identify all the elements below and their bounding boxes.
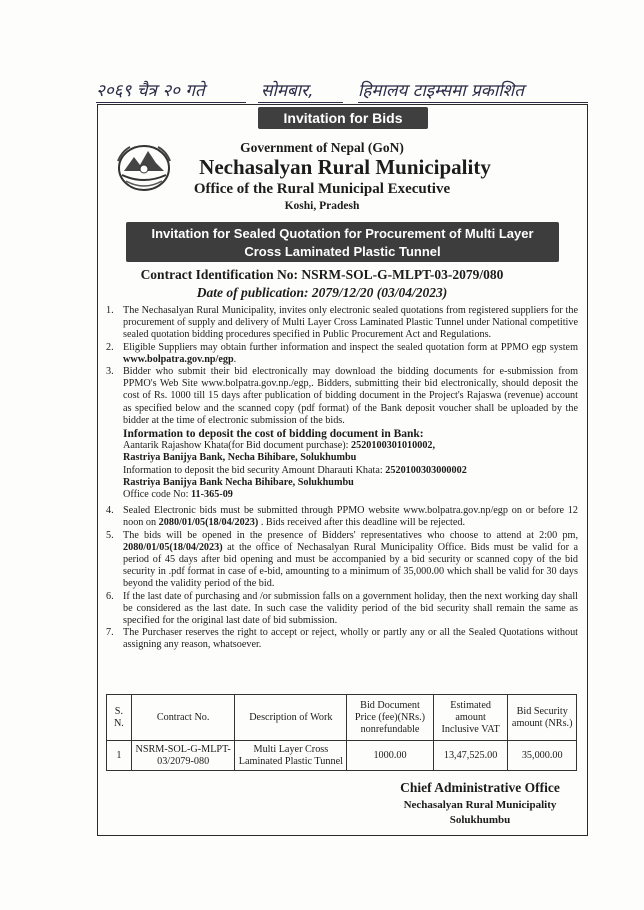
table-header-row bbox=[107, 695, 577, 741]
publication-date: Date of publication: 2079/12/20 (03/04/2023) bbox=[196, 285, 448, 300]
invitation-banner: Invitation for Bids bbox=[258, 107, 428, 129]
title-banner bbox=[126, 222, 559, 262]
item-text: Bidder who submit their bid electronically may download the bidding documents for e-submission from PPMO's Web Site www.bolpatra.gov.np./egp,. Bidders, submitting their bid electronically, should deposit the cost of Rs. 1000 till 15 days after publication of bidding document in the Project's Rajaswa (revenue) account as specified below and the scanned copy (pdf format) of the Bank deposit voucher shall be uploaded by the bidder at the time of electronic submission of the bids. bbox=[123, 366, 578, 426]
deposit-info: Information to deposit the cost of bidding document in Bank: Aantarik Rajashow Khata(for Bid document purchase): 2520100301010002, Rastriya Banijya Bank, Necha Bihibare, Solukhumbu Information to deposit the bid security Amount Dharauti Khata: 2520100303000002 Rastriya Banijya Bank Necha Bihibare, Solukhumbu Office code No: 11-365-09 bbox=[123, 428, 578, 501]
egp-link[interactable]: www.bolpatra.gov.np/egp bbox=[123, 353, 234, 365]
table-header: Description of Work bbox=[235, 695, 347, 741]
handwritten-date: २०६९ चैत्र २० गते bbox=[96, 81, 205, 101]
table-header: Bid Document Price (fee)(NRs.) nonrefundable bbox=[347, 695, 434, 741]
title-line-2: Cross Laminated Plastic Tunnel bbox=[244, 244, 441, 259]
table-header: S. N. bbox=[107, 695, 132, 741]
signatory-org: Nechasalyan Rural Municipality bbox=[403, 799, 557, 811]
item-text: The Nechasalyan Rural Municipality, invites only electronic sealed quotations from registered suppliers for the procurement of supply and delivery of Multi Layer Cross Laminated Plastic Tunnel under National competitive sealed quotation bidding procedures specified in Public Procurement Act and Regulations. bbox=[123, 305, 578, 341]
title-line-1: Invitation for Sealed Quotation for Procurement of Multi Layer bbox=[151, 226, 534, 241]
table-cell: 35,000.00 bbox=[508, 741, 577, 771]
bank-1: Rastriya Banijya Bank, Necha Bihibare, Solukhumbu bbox=[123, 452, 357, 464]
list-item: 3. Bidder who submit their bid electronically may download the bidding documents for e-submission from PPMO's Web Site www.bolpatra.gov.np./egp,. Bidders, submitting their bid electronically, should deposit the cost of Rs. 1000 till 15 days after publication of bidding document in the Project's Rajaswa (revenue) account as specified below and the scanned copy (pdf format) of the Bank deposit voucher shall be uploaded by the bidder at the time of electronic submission of the bids. bbox=[106, 366, 578, 426]
handwritten-newspaper: हिमालय टाइम्समा प्रकाशित bbox=[358, 81, 524, 101]
contract-identification: Contract Identification No: NSRM-SOL-G-MLPT-03-2079/080 bbox=[140, 267, 504, 282]
list-item: 6. If the last date of purchasing and /or submission falls on a government holiday, then the next working day shall be considered as the last date. In such case the validity period of the bid security shall remain the same as specified for the original last date of bid submission. bbox=[106, 590, 578, 627]
signatory-title: Chief Administrative Office bbox=[400, 780, 560, 795]
item-text: If the last date of purchasing and /or submission falls on a government holiday, then the next working day shall be considered as the last date. In such case the validity period of the bid security shall remain the same as specified for the original last date of bid submission. bbox=[123, 590, 578, 627]
handwritten-note bbox=[96, 76, 596, 106]
table-header: Estimated amount Inclusive VAT bbox=[433, 695, 508, 741]
notice-body bbox=[106, 305, 578, 652]
list-item: 5. The bids will be opened in the presence of Bidders' representatives who choose to attend at 2:00 pm, 2080/01/05(18/04/2023) at the office of Nechasalyan Rural Municipality Office. Bids must be valid for a period of 45 days after bid opening and must be accompanied by a bid security or scanned copy of the bid security in .pdf format in case of e-bid, amounting to a minimum of 35,000.00 which shall be valid for 30 days beyond the validity period of the bid. bbox=[106, 529, 578, 590]
province-name: Koshi, Pradesh bbox=[284, 200, 360, 212]
item-text: The Purchaser reserves the right to accept or reject, wholly or partly any or all the Sealed Quotations without assigning any reason, whatsoever. bbox=[123, 627, 578, 651]
table-row bbox=[107, 741, 577, 771]
khata-1-number: 2520100301010002, bbox=[351, 440, 436, 452]
government-line: Government of Nepal (GoN) bbox=[240, 140, 404, 155]
list-item: 1. The Nechasalyan Rural Municipality, invites only electronic sealed quotations from registered suppliers for the procurement of supply and delivery of Multi Layer Cross Laminated Plastic Tunnel under National competitive sealed quotation bidding procedures specified in Public Procurement Act and Regulations. bbox=[106, 305, 578, 341]
deposit-heading: Information to deposit the cost of bidding document in Bank: bbox=[123, 428, 424, 441]
signatory-place: Solukhumbu bbox=[449, 814, 511, 826]
municipality-name: Nechasalyan Rural Municipality bbox=[199, 155, 491, 179]
table-cell: Multi Layer Cross Laminated Plastic Tunnel bbox=[235, 741, 347, 771]
opening-date: 2080/01/05(18/04/2023) bbox=[123, 541, 223, 553]
office-name: Office of the Rural Municipal Executive bbox=[193, 181, 451, 197]
table-header: Bid Security amount (NRs.) bbox=[508, 695, 577, 741]
khata-2-number: 2520100303000002 bbox=[385, 464, 467, 476]
table-cell: 1 bbox=[107, 741, 132, 771]
handwritten-day: सोमबार, bbox=[261, 81, 314, 101]
list-item: 4. Sealed Electronic bids must be submitted through PPMO website www.bolpatra.gov.np/egp on or before 12 noon on 2080/01/05(18/04/2023) . Bids received after this deadline will be rejected. bbox=[106, 505, 578, 529]
deadline-date: 2080/01/05(18/04/2023) bbox=[158, 517, 259, 529]
bank-2: Rastriya Banijya Bank Necha Bihibare, Solukhumbu bbox=[123, 476, 354, 488]
list-item: 2. Eligible Suppliers may obtain further information and inspect the sealed quotation form at PPMO egp system www.bolpatra.gov.np/egp. bbox=[106, 341, 578, 365]
list-item: 7. The Purchaser reserves the right to accept or reject, wholly or partly any or all the Sealed Quotations without assigning any reason, whatsoever. bbox=[106, 627, 578, 651]
office-code: 11-365-09 bbox=[191, 489, 233, 501]
table-cell: NSRM-SOL-G-MLPT-03/2079-080 bbox=[131, 741, 235, 771]
contract-table bbox=[106, 694, 577, 771]
item-text: Eligible Suppliers may obtain further information and inspect the sealed quotation form at PPMO egp system bbox=[123, 341, 578, 353]
table-cell: 13,47,525.00 bbox=[433, 741, 508, 771]
table-header: Contract No. bbox=[131, 695, 235, 741]
table-cell: 1000.00 bbox=[347, 741, 434, 771]
